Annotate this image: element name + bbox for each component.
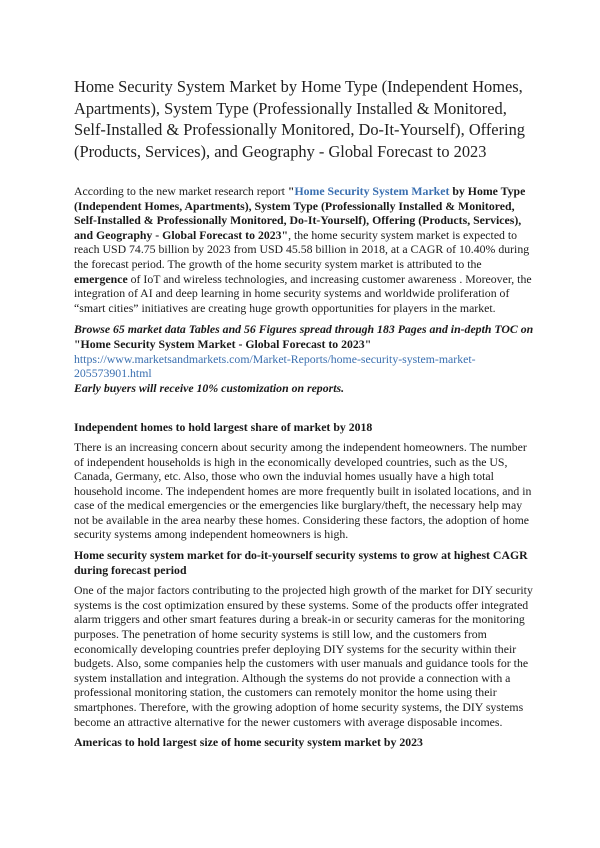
browse-paragraph (74, 322, 534, 351)
section-body-diy-systems: One of the major factors contributing to the projected high growth of the market for DIY security systems is the cost optimization ensured by these systems. Some of the products offer integrated alarm triggers and other smart features during a break-in or security cameras for the monitoring purposes. The penetration of home security systems is still low, and the customers from economically developing countries prefer deploying DIY systems for the security within their budgets. Also, some companies help the customers with user manuals and guidance tools for the system installation and integration. Although the systems do not provide a connection with a professional monitoring station, the customers can remotely monitor the home using their smartphones. Therefore, with the growing adoption of home security systems, the DIY systems become an attractive alternative for the newer customers with average disposable incomes. (74, 583, 533, 729)
section-body-independent-homes: There is an increasing concern about security among the independent homeowners. The number of independent households is high in the economically developed countries, such as the US, Canada, Germany, etc. Also, those who own the induvial homes usually have a high total household income. The independent homes are more frequently built in isolated locations, and in case of the medical emergencies or the emergencies like burglary/theft, the necessary help may not be available in the area nearby these homes. Considering these factors, the adoption of home security systems among independent homeowners is high. (74, 439, 532, 542)
report-link[interactable]: Home Security System Market (294, 184, 450, 198)
intro-body-1: , the home security system market is expected to reach USD 74.75 billion by 2023 from USD 45.58 billion in 2018, at a CAGR of 10.40% during the forecast period. The growth of the home security system market is attributed to the (74, 227, 530, 271)
browse-report-title: "Home Security System Market - Global Forecast to 2023" (74, 336, 372, 351)
browse-text: Browse 65 market data Tables and 56 Figures spread through 183 Pages and in-depth TOC on (74, 322, 534, 337)
section-heading-independent-homes: Independent homes to hold largest share of market by 2018 (74, 420, 373, 435)
intro-lead: According to the new market research report (74, 184, 288, 198)
section-heading-diy-systems: Home security system market for do-it-yourself security systems to grow at highest CAGR during forecast period (74, 548, 528, 577)
report-title: Home Security System Market by Home Type (Independent Homes, Apartments), System Type (Professionally Installed & Monitored, Self-Installed & Professionally Monitored, Do-It-Yourself), Offering (Products, Services), and Geography - Global Forecast to 2023 (74, 77, 525, 161)
intro-report-name: by Home Type (Independent Homes, Apartments), System Type (Professionally Installed & Monitored, Self-Installed & Professionally Monitored, Do-It-Yourself), Offering (Products, Services), and Geography - Global Forecast to 2023" (74, 184, 526, 242)
report-url-link[interactable]: https://www.marketsandmarkets.com/Market-Reports/home-security-system-market-205573901.html (74, 351, 476, 381)
intro-body-2: of IoT and wireless technologies, and increasing customer awareness . Moreover, the integration of AI and deep learning in home security systems and worldwide proliferation of “smart cities” initiatives are creating huge growth opportunities for players in the market. (74, 271, 532, 315)
early-buyers-note: Early buyers will receive 10% customization on reports. (74, 380, 345, 395)
intro-emphasis: emergence (74, 271, 128, 286)
intro-quote-open: " (287, 184, 295, 198)
intro-paragraph (74, 184, 534, 315)
document-body (74, 184, 534, 750)
report-url-line (74, 352, 534, 381)
section-heading-americas: Americas to hold largest size of home security system market by 2023 (74, 735, 423, 750)
